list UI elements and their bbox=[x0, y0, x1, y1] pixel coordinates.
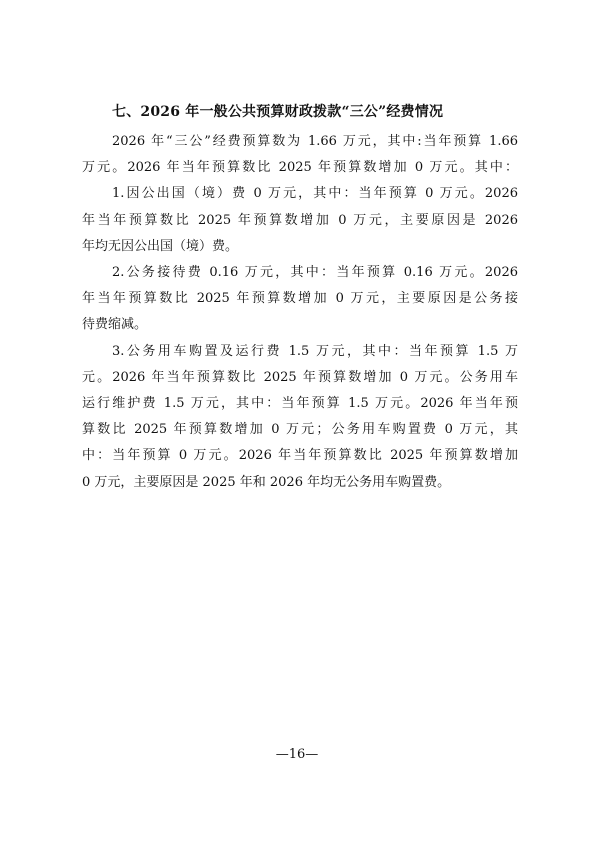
paragraph-line: 待费缩减。 bbox=[82, 317, 148, 333]
paragraph-line: 运行维护费 1.5 万元，其中：当年预算 1.5 万元。2026 年当年预 bbox=[82, 396, 518, 412]
paragraph-1 bbox=[82, 129, 518, 181]
paragraph-line: 元。2026 年当年预算数比 2025 年预算数增加 0 万元。公务用车 bbox=[82, 369, 518, 385]
paragraph-line: 年当年预算数比 2025 年预算数增加 0 万元，主要原因是 2026 bbox=[82, 212, 518, 228]
paragraph-3 bbox=[82, 260, 518, 339]
body-text bbox=[82, 129, 518, 496]
paragraph-2 bbox=[82, 181, 518, 260]
paragraph-line: 年均无因公出国（境）费。 bbox=[82, 238, 239, 254]
paragraph-line: 万元。2026 年当年预算数比 2025 年预算数增加 0 万元。其中： bbox=[82, 160, 518, 176]
paragraph-4 bbox=[82, 339, 518, 496]
paragraph-line: 0 万元，主要原因是 2025 年和 2026 年均无公务用车购置费。 bbox=[82, 474, 451, 490]
page-number: —16— bbox=[275, 747, 319, 762]
paragraph-line: 中：当年预算 0 万元。2026 年当年预算数比 2025 年预算数增加 bbox=[82, 448, 518, 464]
paragraph-line: 3.公务用车购置及运行费 1.5 万元，其中：当年预算 1.5 万 bbox=[112, 343, 518, 359]
paragraph-line: 年当年预算数比 2025 年预算数增加 0 万元，主要原因是公务接 bbox=[82, 291, 518, 307]
paragraph-line: 算数比 2025 年预算数增加 0 万元；公务用车购置费 0 万元，其 bbox=[82, 422, 518, 438]
section-heading: 七、2026 年一般公共预算财政拨款“三公”经费情况 bbox=[112, 104, 444, 120]
paragraph-line: 1.因公出国（境）费 0 万元，其中：当年预算 0 万元。2026 bbox=[112, 186, 518, 202]
paragraph-line: 2.公务接待费 0.16 万元，其中：当年预算 0.16 万元。2026 bbox=[112, 265, 518, 281]
paragraph-line: 2026 年“三公”经费预算数为 1.66 万元，其中:当年预算 1.66 bbox=[112, 134, 518, 149]
